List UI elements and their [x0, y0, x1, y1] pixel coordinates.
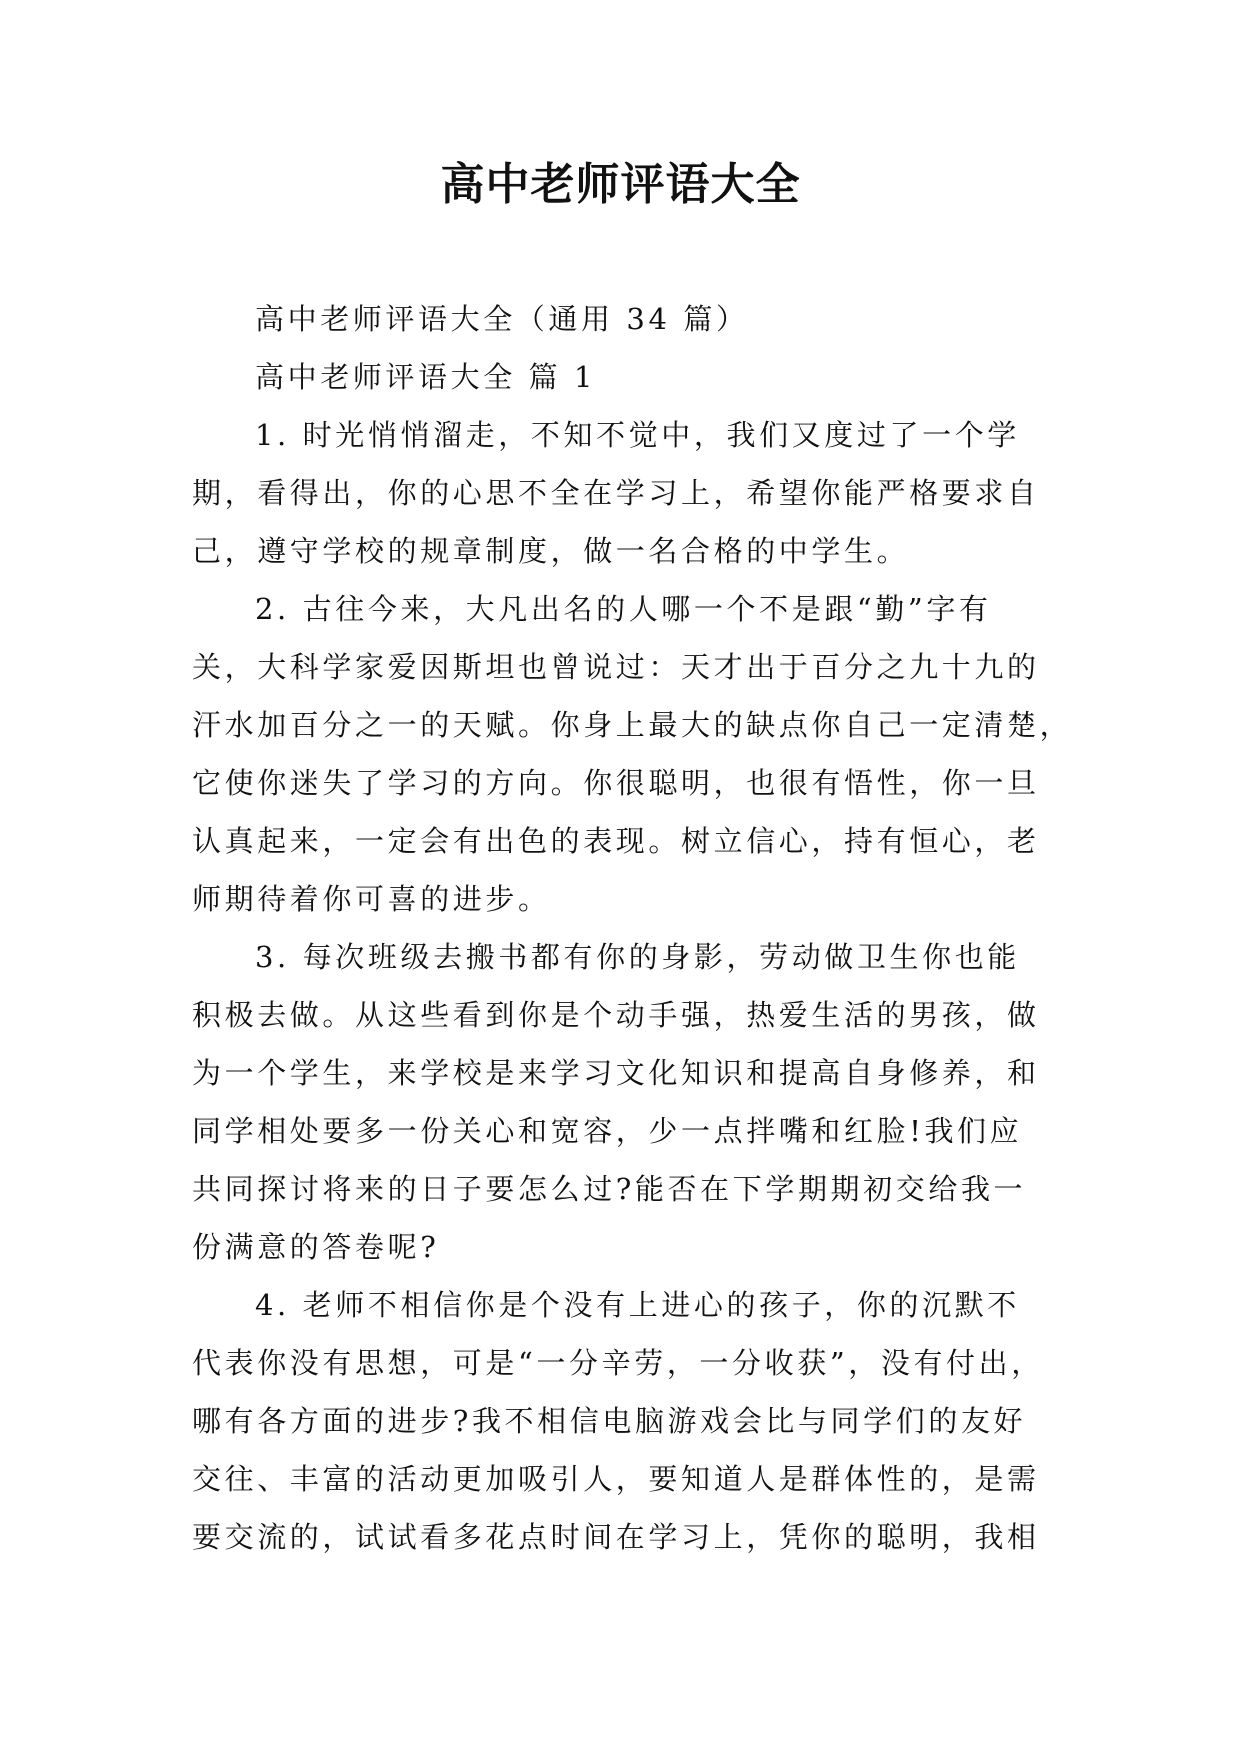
paragraph-2: [192, 580, 1073, 928]
paragraph-line: 师期待着你可喜的进步。: [192, 882, 551, 916]
paragraph-3: [192, 928, 1052, 1276]
paragraph-1: [192, 406, 1052, 580]
document-title: 高中老师评语大全: [440, 159, 801, 210]
paragraph-line: 2. 古往今来，大凡出名的人哪一个不是跟“勤”字有: [255, 592, 992, 626]
paragraph-line: 4. 老师不相信你是个没有上进心的孩子，你的沉默不: [255, 1288, 1020, 1322]
section-heading: 高中老师评语大全 篇 1: [255, 360, 597, 394]
paragraph-line: 它使你迷失了学习的方向。你很聪明，也很有悟性，你一旦: [192, 766, 1040, 800]
paragraph-line: 汗水加百分之一的天赋。你身上最大的缺点你自己一定清楚，: [192, 708, 1073, 742]
paragraph-4: [192, 1276, 1052, 1566]
paragraph-line: 为一个学生，来学校是来学习文化知识和提高自身修养，和: [192, 1056, 1040, 1090]
paragraph-line: 己，遵守学校的规章制度，做一名合格的中学生。: [192, 534, 910, 568]
paragraph-line: 份满意的答卷呢?: [192, 1230, 440, 1264]
document-body: [192, 290, 1073, 1566]
paragraph-line: 关，大科学家爱因斯坦也曾说过：天才出于百分之九十九的: [192, 650, 1040, 684]
paragraph-line: 哪有各方面的进步?我不相信电脑游戏会比与同学们的友好: [192, 1404, 1027, 1438]
paragraph-line: 积极去做。从这些看到你是个动手强，热爱生活的男孩，做: [192, 998, 1040, 1032]
paragraph-line: 期，看得出，你的心思不全在学习上，希望你能严格要求自: [192, 476, 1040, 510]
paragraph-line: 同学相处要多一份关心和宽容，少一点拌嘴和红脸!我们应: [192, 1114, 1023, 1148]
paragraph-line: 认真起来，一定会有出色的表现。树立信心，持有恒心，老: [192, 824, 1040, 858]
paragraph-line: 要交流的，试试看多花点时间在学习上，凭你的聪明，我相: [192, 1520, 1040, 1554]
paragraph-line: 代表你没有思想，可是“一分辛劳，一分收获”，没有付出，: [192, 1346, 1044, 1380]
paragraph-line: 1. 时光悄悄溜走，不知不觉中，我们又度过了一个学: [255, 418, 1020, 452]
paragraph-line: 3. 每次班级去搬书都有你的身影，劳动做卫生你也能: [255, 940, 1020, 974]
paragraph-line: 交往、丰富的活动更加吸引人，要知道人是群体性的，是需: [192, 1462, 1040, 1496]
document-subtitle: 高中老师评语大全（通用 34 篇）: [255, 302, 749, 336]
paragraph-line: 共同探讨将来的日子要怎么过?能否在下学期期初交给我一: [192, 1172, 1027, 1206]
